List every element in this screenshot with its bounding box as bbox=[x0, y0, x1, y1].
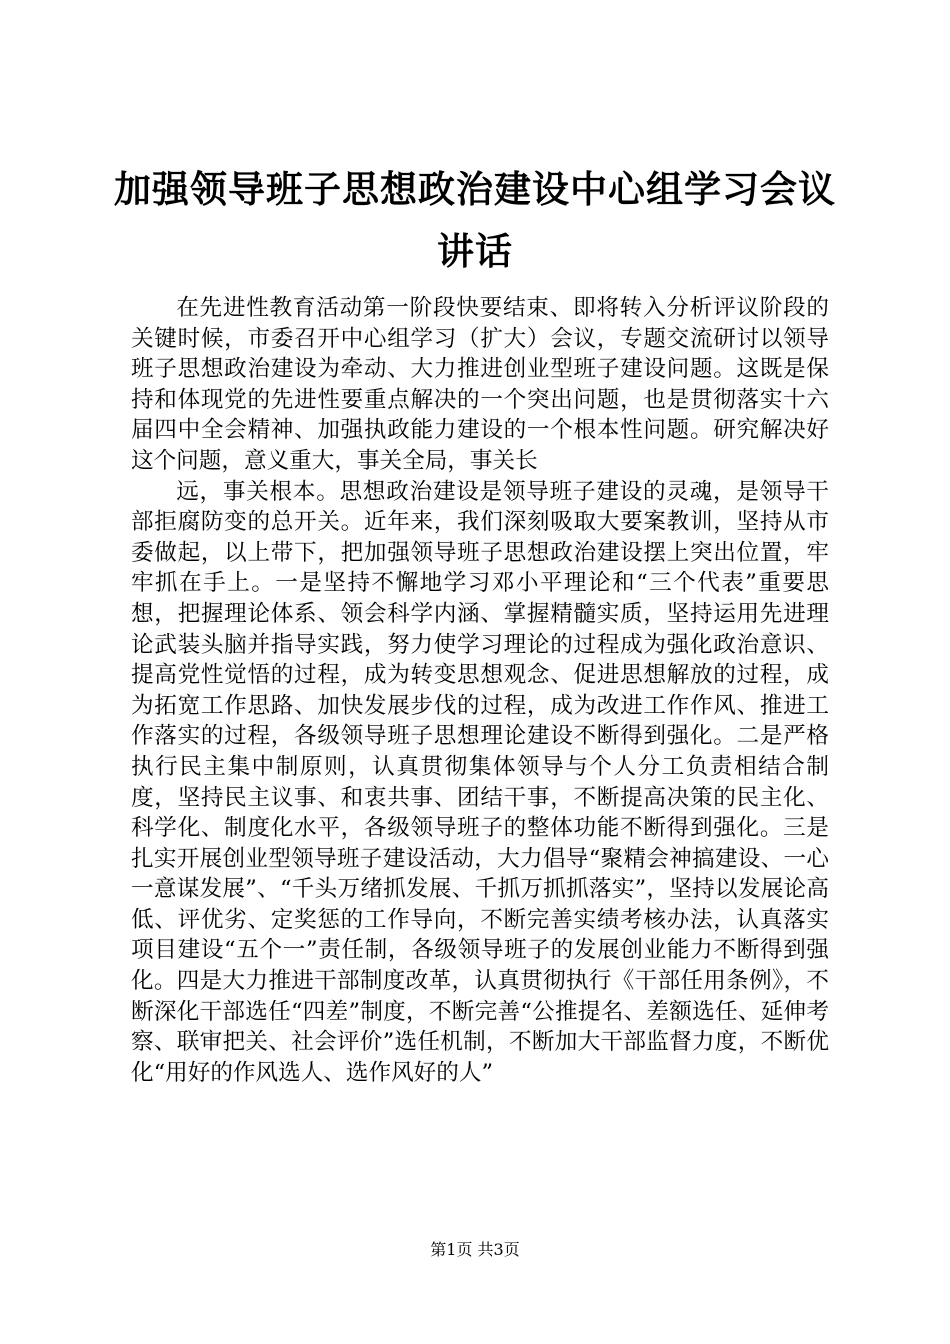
document-body bbox=[131, 293, 829, 1088]
paragraph-2: 远，事关根本。思想政治建设是领导班子建设的灵魂，是领导干部拒腐防变的总开关。近年来，我们深刻吸取大要案教训，坚持从市委做起，以上带下，把加强领导班子思想政治建设摆上突出位置，牢牢抓在手上。一是坚持不懈地学习邓小平理论和“三个代表”重要思想，把握理论体系、领会科学内涵、掌握精髓实质，坚持运用先进理论武装头脑并指导实践，努力使学习理论的过程成为强化政治意识、提高党性觉悟的过程，成为转变思想观念、促进思想解放的过程，成为拓宽工作思路、加快发展步伐的过程，成为改进工作作风、推进工作落实的过程，各级领导班子思想理论建设不断得到强化。二是严格执行民主集中制原则，认真贯彻集体领导与个人分工负责相结合制度，坚持民主议事、和衷共事、团结干事，不断提高决策的民主化、科学化、制度化水平，各级领导班子的整体功能不断得到强化。三是扎实开展创业型领导班子建设活动，大力倡导“聚精会神搞建设、一心一意谋发展”、“千头万绪抓发展、千抓万抓抓落实”，坚持以发展论高低、评优劣、定奖惩的工作导向，不断完善实绩考核办法，认真落实项目建设“五个一”责任制，各级领导班子的发展创业能力不断得到强化。四是大力推进干部制度改革，认真贯彻执行《干部任用条例》，不断深化干部选任“四差”制度，不断完善“公推提名、差额选任、延伸考察、联审把关、社会评价”选任机制，不断加大干部监督力度，不断优化“用好的作风选人、选作风好的人” bbox=[131, 478, 829, 1086]
document-title: 加强领导班子思想政治建设中心组学习会议讲话 bbox=[114, 167, 836, 273]
paragraph-1: 在先进性教育活动第一阶段快要结束、即将转入分析评议阶段的关键时候，市委召开中心组学习（扩大）会议，专题交流研讨以领导班子思想政治建设为牵动、大力推进创业型班子建设问题。这既是保持和体现党的先进性要重点解决的一个突出问题，也是贯彻落实十六届四中全会精神、加强执政能力建设的一个根本性问题。研究解决好这个问题，意义重大，事关全局，事关长 bbox=[131, 295, 829, 474]
page-footer: 第1页 共3页 bbox=[430, 1240, 520, 1259]
